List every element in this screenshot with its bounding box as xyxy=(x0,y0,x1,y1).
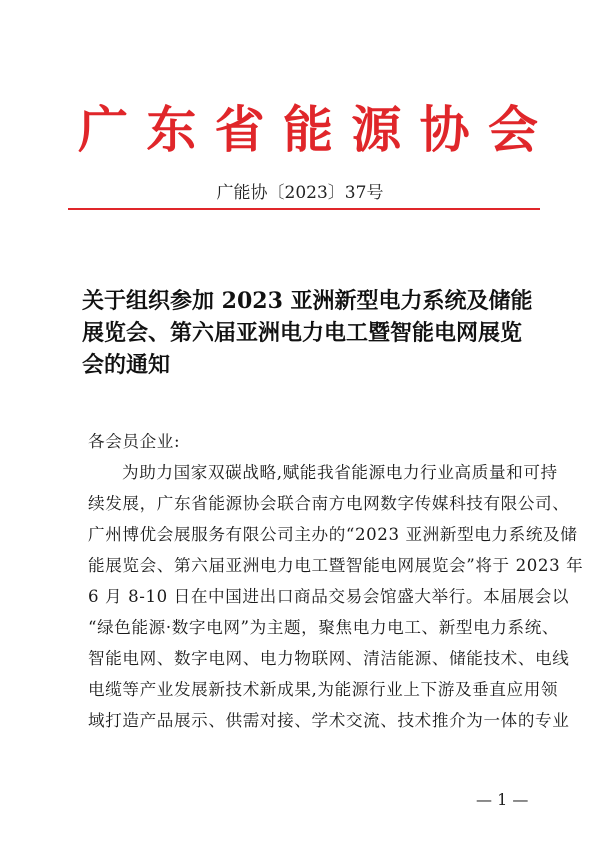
organization-title xyxy=(78,102,538,158)
body-line: 为助力国家双碳战略,赋能我省能源电力行业高质量和可持 xyxy=(122,463,558,482)
document-heading xyxy=(82,285,533,381)
org-char: 会 xyxy=(487,100,538,159)
salutation: 各会员企业: xyxy=(88,432,181,451)
org-char: 能 xyxy=(282,100,333,159)
body-line: 能展览会、第六届亚洲电力电工暨智能电网展览会”将于 2023 年 xyxy=(88,556,584,575)
heading-line: 关于组织参加 2023 亚洲新型电力系统及储能 xyxy=(82,288,533,314)
body-line: 续发展，广东省能源协会联合南方电网数字传媒科技有限公司、 xyxy=(88,494,570,513)
org-char: 省 xyxy=(214,100,265,159)
org-char: 源 xyxy=(351,100,402,159)
document-body xyxy=(88,426,584,736)
body-line: 6 月 8-10 日在中国进出口商品交易会馆盛大举行。本届展会以 xyxy=(88,587,570,606)
body-line: 广州博优会展服务有限公司主办的“2023 亚洲新型电力系统及储 xyxy=(88,525,578,544)
org-char: 协 xyxy=(419,100,470,159)
body-line: “绿色能源·数字电网”为主题，聚焦电力电工、新型电力系统、 xyxy=(88,618,560,637)
org-char: 广 xyxy=(78,100,128,159)
body-line: 智能电网、数字电网、电力物联网、清洁能源、储能技术、电线 xyxy=(88,649,570,668)
heading-line: 会的通知 xyxy=(82,352,171,378)
body-line: 域打造产品展示、供需对接、学术交流、技术推介为一体的专业 xyxy=(88,711,570,730)
org-char: 东 xyxy=(146,100,197,159)
heading-line: 展览会、第六届亚洲电力电工暨智能电网展览 xyxy=(82,320,523,346)
page-number: — 1 — xyxy=(476,790,529,809)
red-divider xyxy=(68,208,540,210)
body-line: 电缆等产业发展新技术新成果,为能源行业上下游及垂直应用领 xyxy=(88,680,559,699)
document-number: 广能协〔2023〕37号 xyxy=(216,183,384,203)
